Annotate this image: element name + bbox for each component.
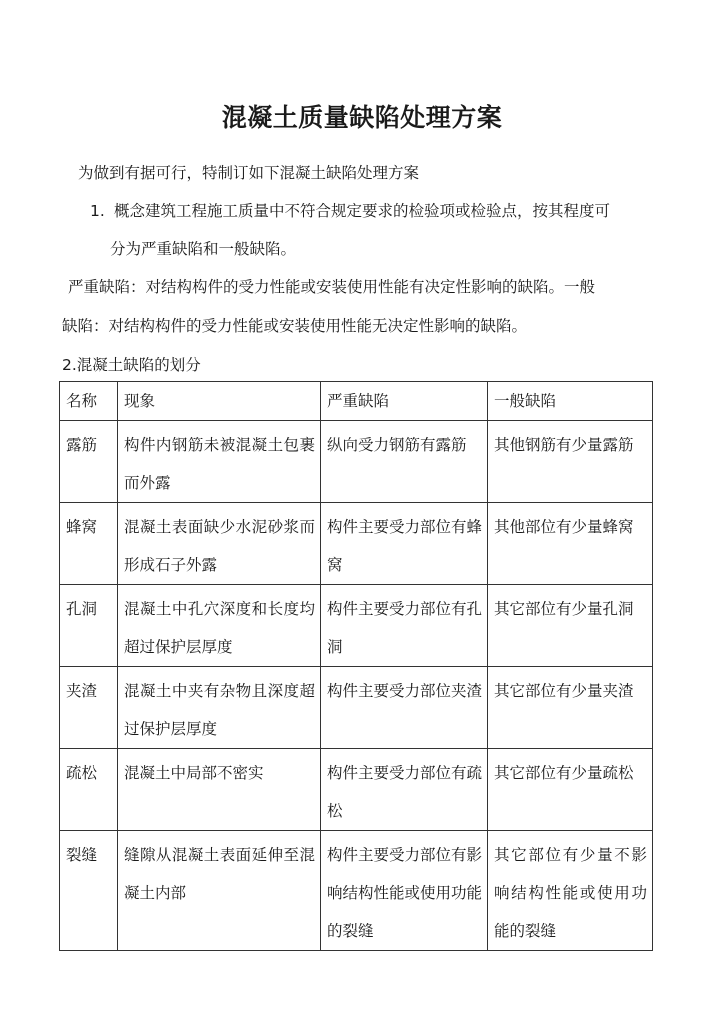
cell-severe: 构件主要受力部位有影响结构性能或使用功能的裂缝 [321, 831, 488, 951]
table-row [60, 749, 653, 831]
table-header-row [60, 382, 653, 421]
cell-phenomenon: 混凝土表面缺少水泥砂浆而形成石子外露 [118, 503, 321, 585]
cell-general: 其它部位有少量不影响结构性能或使用功能的裂缝 [488, 831, 653, 951]
cell-name: 夹渣 [60, 667, 118, 749]
cell-name: 疏松 [60, 749, 118, 831]
cell-severe: 纵向受力钢筋有露筋 [321, 421, 488, 503]
cell-severe: 构件主要受力部位有蜂窝 [321, 503, 488, 585]
cell-general: 其他钢筋有少量露筋 [488, 421, 653, 503]
table-row [60, 503, 653, 585]
table-row [60, 421, 653, 503]
item-1-number: 1. [90, 202, 105, 220]
cell-name: 孔洞 [60, 585, 118, 667]
header-phenomenon: 现象 [118, 382, 321, 421]
cell-phenomenon: 缝隙从混凝土表面延伸至混凝土内部 [118, 831, 321, 951]
cell-name: 裂缝 [60, 831, 118, 951]
cell-name: 露筋 [60, 421, 118, 503]
cell-severe: 构件主要受力部位有孔洞 [321, 585, 488, 667]
section-2-heading: 2.混凝土缺陷的划分 [62, 356, 201, 374]
header-name: 名称 [60, 382, 118, 421]
cell-severe: 构件主要受力部位有疏松 [321, 749, 488, 831]
cell-phenomenon: 混凝土中孔穴深度和长度均超过保护层厚度 [118, 585, 321, 667]
table-row [60, 585, 653, 667]
definition-line-1: 严重缺陷：对结构构件的受力性能或安装使用性能有决定性影响的缺陷。一般 [68, 278, 596, 296]
header-general-defect: 一般缺陷 [488, 382, 653, 421]
cell-general: 其它部位有少量疏松 [488, 749, 653, 831]
header-severe-defect: 严重缺陷 [321, 382, 488, 421]
definition-line-2: 缺陷：对结构构件的受力性能或安装使用性能无决定性影响的缺陷。 [62, 317, 528, 335]
document-title: 混凝土质量缺陷处理方案 [221, 103, 503, 132]
cell-general: 其它部位有少量夹渣 [488, 667, 653, 749]
cell-phenomenon: 构件内钢筋未被混凝土包裹而外露 [118, 421, 321, 503]
item-1-line-2: 分为严重缺陷和一般缺陷。 [110, 240, 297, 258]
cell-phenomenon: 混凝土中夹有杂物且深度超过保护层厚度 [118, 667, 321, 749]
item-1-text: 概念建筑工程施工质量中不符合规定要求的检验项或检验点，按其程度可 [114, 202, 611, 220]
cell-phenomenon: 混凝土中局部不密实 [118, 749, 321, 831]
table-row [60, 831, 653, 951]
cell-general: 其它部位有少量孔洞 [488, 585, 653, 667]
cell-name: 蜂窝 [60, 503, 118, 585]
defect-classification-table [59, 381, 653, 951]
cell-general: 其他部位有少量蜂窝 [488, 503, 653, 585]
table-row [60, 667, 653, 749]
item-1-line-1 [90, 200, 610, 222]
intro-paragraph: 为做到有据可行，特制订如下混凝土缺陷处理方案 [78, 164, 420, 182]
cell-severe: 构件主要受力部位夹渣 [321, 667, 488, 749]
